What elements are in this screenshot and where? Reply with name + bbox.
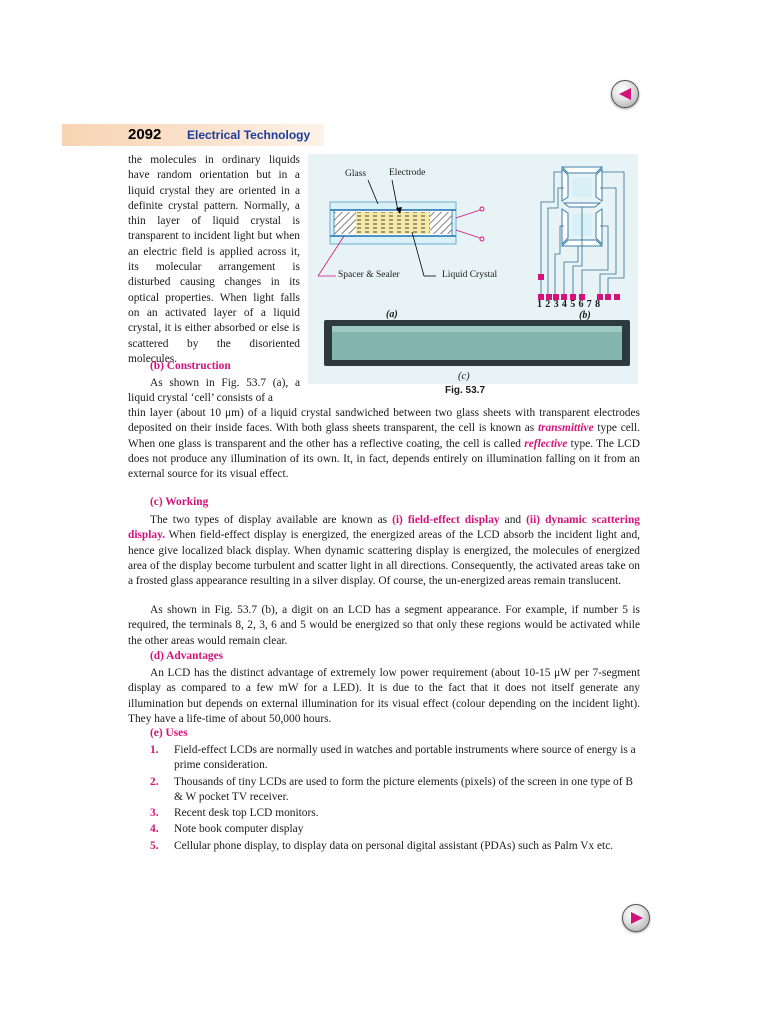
construction-heading: (b) Construction: [150, 360, 231, 372]
term-dynamic-scattering: (ii) dynamic scattering display.: [128, 514, 640, 542]
spacer-left: [334, 212, 356, 234]
label-terminals: 1 2 3 4 5 6 7 8: [537, 299, 601, 310]
uses-heading: (e) Uses: [150, 727, 188, 739]
construction-paragraph: thin layer (about 10 μm) of a liquid crystal sandwiched between two glass sheets with transparent electrodes deposited on their inside faces. With both glass sheets transparent, the cell is known as transmittive type cell. When one glass is transparent and the other has a reflective coating, the cell is called reflective type. The LCD does not produce any illumination of its own. It, in fact, depends entirely on illumination falling on it from an external source for its visual effect.: [128, 407, 640, 481]
previous-page-button[interactable]: [611, 80, 639, 108]
label-liquid-crystal: Liquid Crystal: [442, 270, 498, 280]
triangle-right-icon: [628, 911, 644, 925]
construction-column-text: As shown in Fig. 53.7 (a), a liquid crystal ‘cell’ consists of a: [128, 377, 300, 405]
term-reflective: reflective: [524, 437, 568, 450]
list-item: 3. Recent desk top LCD monitors.: [150, 807, 319, 820]
label-glass: Glass: [345, 169, 367, 179]
liquid-crystal-molecules: [356, 212, 430, 234]
spacer-right: [430, 212, 452, 234]
list-item: 4. Note book computer display: [150, 823, 304, 836]
list-item: 2. Thousands of tiny LCDs are used to form the picture elements (pixels) of the screen in one type of B & W pocket TV receiver.: [150, 775, 633, 803]
list-item: 5. Cellular phone display, to display data on personal digital assistant (PDAs) such as Palm Vx etc.: [150, 839, 614, 852]
label-electrode: Electrode: [389, 168, 426, 178]
label-spacer-sealer: Spacer & Sealer: [338, 270, 400, 280]
working-paragraph-1: The two types of display available are known as (i) field-effect display and (ii) dynamic scattering display. When field-effect display is energized, the energized areas of the LCD absorb the incident light and, hence give localized black display. When dynamic scattering display is energized, the molecules of energized area of the display become turbulent and scatter light in all directions. Consequently, the activated areas take on a frosted glass appearance resulting in a silver display. Of course, the un-energized areas remain translucent.: [128, 514, 640, 588]
working-heading: (c) Working: [150, 496, 209, 508]
intro-paragraph: the molecules in ordinary liquids have random orientation but in a liquid crystal they are oriented in a definite crystal pattern. Normally, a thin layer of liquid crystal is transparent to incident light but when an electric field is applied across it, its molecular arrangement is disturbed causing changes in its optical properties. When light falls on an activated layer of a liquid crystal, it is either absorbed or else is scattered by the disoriented molecules.: [128, 154, 300, 365]
figure-caption: Fig. 53.7: [444, 385, 485, 396]
term-transmittive: transmittive: [537, 422, 594, 435]
triangle-left-icon: [617, 87, 633, 101]
label-b: (b): [579, 310, 591, 321]
list-item: 1. Field-effect LCDs are normally used in watches and portable instruments where source of energy is a prime consideration.: [150, 744, 636, 772]
advantages-heading: (d) Advantages: [150, 650, 224, 662]
book-title: Electrical Technology: [187, 128, 311, 142]
next-page-button[interactable]: [622, 904, 650, 932]
uses-list: [128, 743, 640, 855]
label-c: (c): [458, 371, 470, 382]
advantages-paragraph: An LCD has the distinct advantage of extremely low power requirement (about 10-15 μW per 7-segment display as compared to a few mW for a LED). It is due to the fact that it does not itself generate any illumination but depends on external illumination for its visual effect (colour depending on the incident light). They have a life-time of about 50,000 hours.: [128, 667, 640, 725]
working-paragraph-2: As shown in Fig. 53.7 (b), a digit on an LCD has a segment appearance. For example, if number 5 is required, the terminals 8, 2, 3, 6 and 5 would be energized so that only these regions would be activated while the other areas would remain clear.: [128, 604, 640, 647]
label-a: (a): [386, 309, 398, 320]
page-number: 2092: [128, 126, 162, 143]
term-field-effect: (i) field-effect display: [392, 514, 500, 526]
